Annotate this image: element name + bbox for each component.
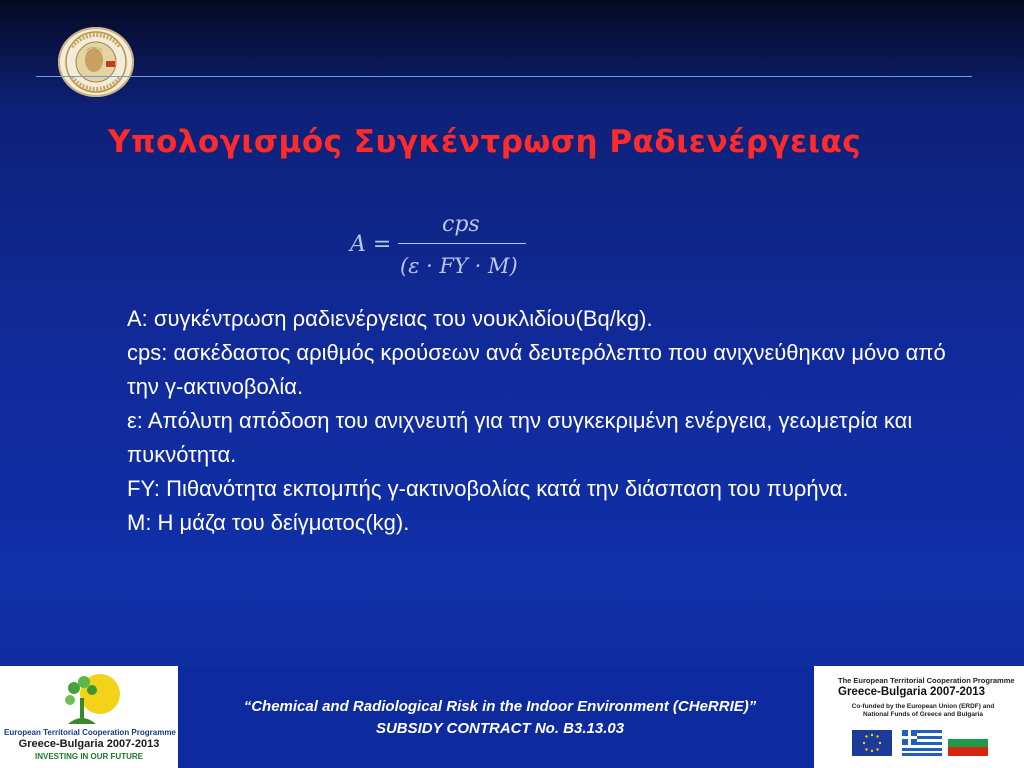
programme-logo-right: [814, 666, 1024, 768]
footer-project-text: [180, 696, 820, 740]
bulgaria-flag-icon: [948, 730, 988, 756]
project-title: “Chemical and Radiological Risk in the Indoor Environment (CHeRRIE)”: [243, 698, 757, 715]
contract-number: SUBSIDY CONTRACT No. B3.13.03: [375, 720, 625, 737]
activity-formula: [350, 212, 540, 287]
left-logo-line3: INVESTING IN OUR FUTURE: [34, 752, 143, 761]
tree-icon: [52, 672, 132, 726]
right-logo-line2: Greece-Bulgaria 2007-2013: [838, 686, 986, 698]
fraction-bar: [398, 243, 526, 244]
greece-flag-icon: [902, 730, 942, 756]
header-divider: [36, 76, 972, 77]
formula-lhs: A =: [350, 232, 392, 257]
right-logo-line3: Co-funded by the European Union (ERDF) and National Funds of Greece and Bulgaria: [851, 703, 995, 718]
left-logo-line2: Greece-Bulgaria 2007-2013: [18, 738, 160, 750]
definition-m: M: Η μάζα του δείγματος(kg).: [127, 510, 410, 535]
left-logo-line1: European Territorial Cooperation Programme: [4, 728, 176, 737]
institution-seal-logo: [58, 27, 134, 97]
eu-flag-icon: [852, 730, 892, 756]
slide-title: Υπολογισμός Συγκέντρωση Ραδιενέργειας: [108, 124, 862, 160]
programme-logo-left: [0, 666, 178, 768]
definition-a: A: συγκέντρωση ραδιενέργειας του νουκλιδίου(Bq/kg).: [127, 306, 653, 331]
definition-fy: FY: Πιθανότητα εκπομπής γ-ακτινοβολίας κατά την διάσπαση του πυρήνα.: [127, 476, 849, 501]
definition-cps: cps: ασκέδαστος αριθμός κρούσεων ανά δευτερόλεπτο που ανιχνεύθηκαν μόνο από την γ-ακτινοβολία.: [127, 340, 946, 399]
definition-epsilon: ε: Απόλυτη απόδοση του ανιχνευτή για την συγκεκριμένη ενέργεια, γεωμετρία και πυκνότητα.: [127, 408, 913, 467]
right-logo-line1: The European Territorial Cooperation Programme: [838, 676, 1015, 685]
definitions-list: [127, 302, 947, 540]
footer-bar: [0, 666, 1024, 768]
formula-denominator: (ε · FY · M): [400, 254, 518, 278]
formula-numerator: cps: [442, 212, 480, 237]
